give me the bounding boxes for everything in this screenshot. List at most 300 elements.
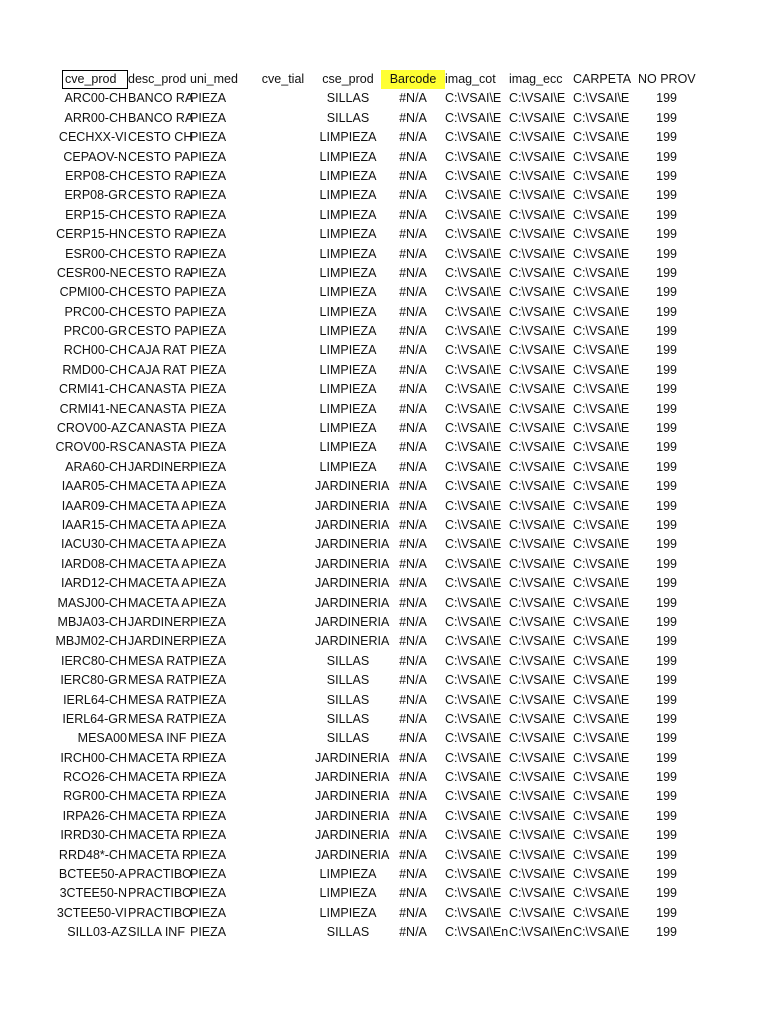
cve-prod-cell[interactable]	[55, 632, 128, 651]
carpeta-cell[interactable]: C:\VSAI\E	[573, 130, 630, 145]
desc-prod-cell[interactable]: CESTO PA	[128, 304, 191, 319]
desc-prod-cell[interactable]: JARDINER	[128, 614, 191, 629]
uni-med-cell[interactable]: PIEZA	[190, 382, 227, 397]
barcode-cell[interactable]: #N/A	[399, 789, 427, 804]
desc-prod-cell[interactable]: MESA RAT	[128, 653, 191, 668]
cve-tial-cell[interactable]	[252, 729, 314, 748]
imag-cot-cell[interactable]: C:\VSAI\E	[445, 653, 502, 668]
barcode-cell[interactable]: #N/A	[399, 168, 427, 183]
desc-prod-cell[interactable]: MESA RAT	[128, 711, 191, 726]
cse-prod-cell[interactable]: JARDINERIA	[315, 847, 390, 862]
carpeta-cell[interactable]: C:\VSAI\E	[573, 91, 630, 106]
carpeta-cell[interactable]: C:\VSAI\E	[573, 421, 630, 436]
imag-cot-cell[interactable]: C:\VSAI\E	[445, 91, 502, 106]
desc-prod-cell[interactable]: CESTO PA	[128, 149, 191, 164]
uni-med-cell[interactable]: PIEZA	[190, 789, 227, 804]
imag-ecc-cell[interactable]: C:\VSAI\E	[509, 149, 566, 164]
desc-prod-cell[interactable]: CESTO CH	[128, 130, 193, 145]
desc-prod-cell[interactable]: CANASTA	[128, 382, 187, 397]
cve-prod-cell[interactable]	[62, 826, 128, 845]
cve-prod-cell[interactable]	[62, 555, 128, 574]
imag-ecc-cell[interactable]: C:\VSAI\E	[509, 886, 566, 901]
imag-cot-cell[interactable]: C:\VSAI\E	[445, 886, 502, 901]
desc-prod-cell[interactable]: PRACTIBO	[128, 905, 192, 920]
cve-tial-cell[interactable]	[252, 438, 314, 457]
cse-prod-cell[interactable]: SILLAS	[326, 110, 370, 125]
uni-med-cell[interactable]: PIEZA	[190, 401, 227, 416]
cve-prod-cell[interactable]	[62, 477, 128, 496]
cve-prod-cell[interactable]	[62, 691, 128, 710]
barcode-cell[interactable]: #N/A	[399, 440, 427, 455]
header-imag-cot-cell[interactable]: imag_cot	[445, 72, 496, 86]
carpeta-cell[interactable]: C:\VSAI\E	[573, 828, 630, 843]
desc-prod-cell[interactable]: MACETA A	[128, 479, 190, 494]
desc-prod-cell[interactable]: MACETA A	[128, 537, 190, 552]
no-prov-cell[interactable]: 199	[656, 653, 677, 668]
uni-med-cell[interactable]: PIEZA	[190, 343, 227, 358]
uni-med-cell[interactable]: PIEZA	[190, 614, 227, 629]
cve-tial-cell[interactable]	[252, 283, 314, 302]
cse-prod-cell[interactable]: LIMPIEZA	[319, 265, 377, 280]
header-desc-prod-cell[interactable]: desc_prod	[128, 72, 187, 86]
cse-prod-cell[interactable]: LIMPIEZA	[319, 382, 377, 397]
imag-ecc-cell[interactable]: C:\VSAI\E	[509, 91, 566, 106]
cse-prod-cell[interactable]: JARDINERIA	[315, 750, 390, 765]
cve-tial-cell[interactable]	[252, 826, 314, 845]
imag-ecc-cell[interactable]: C:\VSAI\E	[509, 440, 566, 455]
barcode-cell[interactable]: #N/A	[399, 634, 427, 649]
desc-prod-cell[interactable]: MESA INF	[128, 731, 187, 746]
imag-cot-cell[interactable]: C:\VSAI\E	[445, 750, 502, 765]
no-prov-cell[interactable]: 199	[656, 886, 677, 901]
barcode-cell[interactable]: #N/A	[399, 188, 427, 203]
imag-ecc-cell[interactable]: C:\VSAI\E	[509, 304, 566, 319]
header-no-prov-cell[interactable]: NO PROV	[638, 72, 696, 86]
imag-ecc-cell[interactable]: C:\VSAI\E	[509, 828, 566, 843]
imag-ecc-cell[interactable]: C:\VSAI\E	[509, 130, 566, 145]
cse-prod-cell[interactable]: SILLAS	[326, 731, 370, 746]
cve-tial-cell[interactable]	[252, 594, 314, 613]
header-cve-tial-cell[interactable]: cve_tial	[261, 72, 305, 86]
barcode-cell[interactable]: #N/A	[399, 537, 427, 552]
desc-prod-cell[interactable]: CESTO RA	[128, 246, 192, 261]
desc-prod-cell[interactable]: SILLA INF	[128, 925, 185, 940]
imag-cot-cell[interactable]: C:\VSAI\E	[445, 343, 502, 358]
cse-prod-cell[interactable]: LIMPIEZA	[319, 440, 377, 455]
cve-prod-cell[interactable]	[62, 768, 128, 787]
uni-med-cell[interactable]: PIEZA	[190, 925, 227, 940]
desc-prod-cell[interactable]: CAJA RAT	[128, 343, 187, 358]
carpeta-cell[interactable]: C:\VSAI\E	[573, 517, 630, 532]
cve-prod-cell[interactable]	[58, 865, 128, 884]
uni-med-cell[interactable]: PIEZA	[190, 808, 227, 823]
cse-prod-cell[interactable]: JARDINERIA	[315, 479, 390, 494]
imag-cot-cell[interactable]: C:\VSAI\E	[445, 867, 502, 882]
carpeta-cell[interactable]: C:\VSAI\E	[573, 886, 630, 901]
cse-prod-cell[interactable]: JARDINERIA	[315, 498, 390, 513]
cve-prod-cell[interactable]	[62, 710, 128, 729]
carpeta-cell[interactable]: C:\VSAI\E	[573, 692, 630, 707]
no-prov-cell[interactable]: 199	[656, 847, 677, 862]
imag-ecc-cell[interactable]: C:\VSAI\E	[509, 227, 566, 242]
carpeta-cell[interactable]: C:\VSAI\E	[573, 440, 630, 455]
no-prov-cell[interactable]: 199	[656, 498, 677, 513]
no-prov-cell[interactable]: 199	[656, 905, 677, 920]
imag-ecc-cell[interactable]: C:\VSAI\E	[509, 479, 566, 494]
imag-cot-cell[interactable]: C:\VSAI\E	[445, 421, 502, 436]
uni-med-cell[interactable]: PIEZA	[190, 227, 227, 242]
imag-cot-cell[interactable]: C:\VSAI\E	[445, 847, 502, 862]
cse-prod-cell[interactable]: LIMPIEZA	[319, 362, 377, 377]
carpeta-cell[interactable]: C:\VSAI\E	[573, 731, 630, 746]
cse-prod-cell[interactable]: SILLAS	[326, 653, 370, 668]
carpeta-cell[interactable]: C:\VSAI\E	[573, 343, 630, 358]
imag-cot-cell[interactable]: C:\VSAI\E	[445, 770, 502, 785]
cve-prod-cell[interactable]	[55, 438, 128, 457]
imag-cot-cell[interactable]: C:\VSAI\E	[445, 459, 502, 474]
uni-med-cell[interactable]: PIEZA	[190, 847, 227, 862]
cve-tial-cell[interactable]	[252, 419, 314, 438]
cse-prod-cell[interactable]: LIMPIEZA	[319, 324, 377, 339]
cve-prod-cell[interactable]	[59, 400, 128, 419]
imag-cot-cell[interactable]: C:\VSAI\E	[445, 401, 502, 416]
desc-prod-cell[interactable]: MESA RAT	[128, 673, 191, 688]
no-prov-cell[interactable]: 199	[656, 556, 677, 571]
barcode-cell[interactable]: #N/A	[399, 770, 427, 785]
header-carpeta-cell[interactable]: CARPETA	[573, 72, 632, 86]
cse-prod-cell[interactable]: SILLAS	[326, 91, 370, 106]
imag-ecc-cell[interactable]: C:\VSAI\E	[509, 285, 566, 300]
cse-prod-cell[interactable]: LIMPIEZA	[319, 304, 377, 319]
uni-med-cell[interactable]: PIEZA	[190, 517, 227, 532]
cve-tial-cell[interactable]	[252, 749, 314, 768]
cse-prod-cell[interactable]: LIMPIEZA	[319, 285, 377, 300]
barcode-cell[interactable]: #N/A	[399, 459, 427, 474]
carpeta-cell[interactable]: C:\VSAI\E	[573, 227, 630, 242]
no-prov-cell[interactable]: 199	[656, 207, 677, 222]
cse-prod-cell[interactable]: SILLAS	[326, 925, 370, 940]
barcode-cell[interactable]: #N/A	[399, 711, 427, 726]
uni-med-cell[interactable]: PIEZA	[190, 265, 227, 280]
barcode-cell[interactable]: #N/A	[399, 808, 427, 823]
barcode-cell[interactable]: #N/A	[399, 576, 427, 591]
no-prov-cell[interactable]: 199	[656, 770, 677, 785]
carpeta-cell[interactable]: C:\VSAI\E	[573, 382, 630, 397]
imag-ecc-cell[interactable]: C:\VSAI\E	[509, 750, 566, 765]
cse-prod-cell[interactable]: LIMPIEZA	[319, 867, 377, 882]
cve-tial-cell[interactable]	[252, 167, 314, 186]
desc-prod-cell[interactable]: MACETA A	[128, 517, 190, 532]
carpeta-cell[interactable]: C:\VSAI\E	[573, 188, 630, 203]
cve-prod-cell[interactable]	[62, 749, 128, 768]
uni-med-cell[interactable]: PIEZA	[190, 673, 227, 688]
cve-tial-cell[interactable]	[252, 710, 314, 729]
cse-prod-cell[interactable]: JARDINERIA	[315, 634, 390, 649]
imag-cot-cell[interactable]: C:\VSAI\E	[445, 382, 502, 397]
cve-prod-cell[interactable]	[58, 380, 128, 399]
imag-ecc-cell[interactable]: C:\VSAI\E	[509, 324, 566, 339]
no-prov-cell[interactable]: 199	[656, 440, 677, 455]
desc-prod-cell[interactable]: CANASTA	[128, 401, 187, 416]
no-prov-cell[interactable]: 199	[656, 149, 677, 164]
no-prov-cell[interactable]: 199	[656, 459, 677, 474]
cve-tial-cell[interactable]	[252, 303, 314, 322]
no-prov-cell[interactable]: 199	[656, 91, 677, 106]
cve-prod-cell[interactable]	[62, 206, 128, 225]
cve-prod-cell[interactable]	[62, 729, 128, 748]
barcode-cell[interactable]: #N/A	[399, 362, 427, 377]
no-prov-cell[interactable]: 199	[656, 168, 677, 183]
imag-cot-cell[interactable]: C:\VSAI\E	[445, 440, 502, 455]
cve-tial-cell[interactable]	[252, 361, 314, 380]
cse-prod-cell[interactable]: JARDINERIA	[315, 537, 390, 552]
no-prov-cell[interactable]: 199	[656, 265, 677, 280]
no-prov-cell[interactable]: 199	[656, 614, 677, 629]
cve-tial-cell[interactable]	[252, 652, 314, 671]
cve-tial-cell[interactable]	[252, 497, 314, 516]
cse-prod-cell[interactable]: LIMPIEZA	[319, 227, 377, 242]
no-prov-cell[interactable]: 199	[656, 130, 677, 145]
no-prov-cell[interactable]: 199	[656, 285, 677, 300]
imag-cot-cell[interactable]: C:\VSAI\E	[445, 149, 502, 164]
desc-prod-cell[interactable]: MACETA A	[128, 576, 190, 591]
cve-prod-cell[interactable]	[62, 148, 128, 167]
header-cve-prod-cell[interactable]: cve_prod	[62, 70, 128, 89]
uni-med-cell[interactable]: PIEZA	[190, 421, 227, 436]
cve-prod-cell[interactable]	[58, 846, 128, 865]
uni-med-cell[interactable]: PIEZA	[190, 168, 227, 183]
barcode-cell[interactable]: #N/A	[399, 653, 427, 668]
barcode-cell[interactable]: #N/A	[399, 110, 427, 125]
desc-prod-cell[interactable]: MACETA A	[128, 556, 190, 571]
uni-med-cell[interactable]: PIEZA	[190, 576, 227, 591]
imag-cot-cell[interactable]: C:\VSAI\E	[445, 304, 502, 319]
uni-med-cell[interactable]: PIEZA	[190, 498, 227, 513]
imag-ecc-cell[interactable]: C:\VSAI\E	[509, 168, 566, 183]
barcode-cell[interactable]: #N/A	[399, 847, 427, 862]
imag-cot-cell[interactable]: C:\VSAI\E	[445, 789, 502, 804]
imag-ecc-cell[interactable]: C:\VSAI\E	[509, 808, 566, 823]
cve-tial-cell[interactable]	[252, 400, 314, 419]
cve-tial-cell[interactable]	[252, 148, 314, 167]
cve-tial-cell[interactable]	[252, 768, 314, 787]
no-prov-cell[interactable]: 199	[656, 576, 677, 591]
imag-cot-cell[interactable]: C:\VSAI\E	[445, 265, 502, 280]
desc-prod-cell[interactable]: BANCO RA	[128, 91, 194, 106]
barcode-cell[interactable]: #N/A	[399, 421, 427, 436]
carpeta-cell[interactable]: C:\VSAI\E	[573, 401, 630, 416]
no-prov-cell[interactable]: 199	[656, 595, 677, 610]
imag-ecc-cell[interactable]: C:\VSAI\E	[509, 537, 566, 552]
cse-prod-cell[interactable]: SILLAS	[326, 692, 370, 707]
barcode-cell[interactable]: #N/A	[399, 343, 427, 358]
uni-med-cell[interactable]: PIEZA	[190, 711, 227, 726]
cve-prod-cell[interactable]	[56, 904, 128, 923]
imag-cot-cell[interactable]: C:\VSAI\E	[445, 731, 502, 746]
uni-med-cell[interactable]: PIEZA	[190, 905, 227, 920]
cve-tial-cell[interactable]	[252, 787, 314, 806]
imag-ecc-cell[interactable]: C:\VSAI\E	[509, 789, 566, 804]
uni-med-cell[interactable]: PIEZA	[190, 770, 227, 785]
uni-med-cell[interactable]: PIEZA	[190, 479, 227, 494]
cse-prod-cell[interactable]: LIMPIEZA	[319, 168, 377, 183]
imag-cot-cell[interactable]: C:\VSAI\E	[445, 692, 502, 707]
cse-prod-cell[interactable]: LIMPIEZA	[319, 886, 377, 901]
imag-cot-cell[interactable]: C:\VSAI\E	[445, 537, 502, 552]
cve-tial-cell[interactable]	[252, 186, 314, 205]
carpeta-cell[interactable]: C:\VSAI\E	[573, 770, 630, 785]
uni-med-cell[interactable]: PIEZA	[190, 537, 227, 552]
desc-prod-cell[interactable]: MACETA R	[128, 770, 191, 785]
carpeta-cell[interactable]: C:\VSAI\E	[573, 711, 630, 726]
cve-tial-cell[interactable]	[252, 691, 314, 710]
imag-ecc-cell[interactable]: C:\VSAI\E	[509, 421, 566, 436]
no-prov-cell[interactable]: 199	[656, 789, 677, 804]
cve-tial-cell[interactable]	[252, 632, 314, 651]
imag-cot-cell[interactable]: C:\VSAI\E	[445, 634, 502, 649]
desc-prod-cell[interactable]: CAJA RAT	[128, 362, 187, 377]
no-prov-cell[interactable]: 199	[656, 808, 677, 823]
no-prov-cell[interactable]: 199	[656, 517, 677, 532]
cve-prod-cell[interactable]	[56, 264, 128, 283]
no-prov-cell[interactable]: 199	[656, 421, 677, 436]
uni-med-cell[interactable]: PIEZA	[190, 304, 227, 319]
cve-prod-cell[interactable]	[62, 303, 128, 322]
imag-ecc-cell[interactable]: C:\VSAI\E	[509, 905, 566, 920]
imag-ecc-cell[interactable]: C:\VSAI\E	[509, 653, 566, 668]
uni-med-cell[interactable]: PIEZA	[190, 110, 227, 125]
cve-prod-cell[interactable]	[62, 652, 128, 671]
uni-med-cell[interactable]: PIEZA	[190, 246, 227, 261]
barcode-cell[interactable]: #N/A	[399, 905, 427, 920]
desc-prod-cell[interactable]: CESTO RA	[128, 188, 192, 203]
desc-prod-cell[interactable]: MACETA R	[128, 828, 191, 843]
cve-tial-cell[interactable]	[252, 555, 314, 574]
cve-tial-cell[interactable]	[252, 846, 314, 865]
carpeta-cell[interactable]: C:\VSAI\E	[573, 905, 630, 920]
barcode-cell[interactable]: #N/A	[399, 246, 427, 261]
desc-prod-cell[interactable]: MACETA R	[128, 847, 191, 862]
no-prov-cell[interactable]: 199	[656, 692, 677, 707]
desc-prod-cell[interactable]: JARDINER	[128, 634, 191, 649]
cve-prod-cell[interactable]	[56, 419, 128, 438]
carpeta-cell[interactable]: C:\VSAI\E	[573, 285, 630, 300]
no-prov-cell[interactable]: 199	[656, 731, 677, 746]
uni-med-cell[interactable]: PIEZA	[190, 595, 227, 610]
cse-prod-cell[interactable]: JARDINERIA	[315, 770, 390, 785]
desc-prod-cell[interactable]: CESTO RA	[128, 207, 192, 222]
uni-med-cell[interactable]: PIEZA	[190, 149, 227, 164]
desc-prod-cell[interactable]: CESTO RA	[128, 227, 192, 242]
uni-med-cell[interactable]: PIEZA	[190, 634, 227, 649]
uni-med-cell[interactable]: PIEZA	[190, 828, 227, 843]
cve-prod-cell[interactable]	[62, 361, 128, 380]
barcode-cell[interactable]: #N/A	[399, 614, 427, 629]
cve-tial-cell[interactable]	[252, 923, 314, 942]
cse-prod-cell[interactable]: JARDINERIA	[315, 517, 390, 532]
imag-cot-cell[interactable]: C:\VSAI\E	[445, 110, 502, 125]
cve-prod-cell[interactable]	[59, 283, 128, 302]
desc-prod-cell[interactable]: CESTO RA	[128, 265, 192, 280]
carpeta-cell[interactable]: C:\VSAI\E	[573, 459, 630, 474]
cve-tial-cell[interactable]	[252, 574, 314, 593]
cve-tial-cell[interactable]	[252, 380, 314, 399]
cve-prod-cell[interactable]	[62, 167, 128, 186]
desc-prod-cell[interactable]: CESTO RA	[128, 168, 192, 183]
cve-prod-cell[interactable]	[62, 458, 128, 477]
desc-prod-cell[interactable]: CANASTA	[128, 440, 187, 455]
no-prov-cell[interactable]: 199	[656, 750, 677, 765]
cve-prod-cell[interactable]	[57, 613, 128, 632]
barcode-cell[interactable]: #N/A	[399, 149, 427, 164]
imag-ecc-cell[interactable]: C:\VSAI\E	[509, 343, 566, 358]
barcode-cell[interactable]: #N/A	[399, 517, 427, 532]
cse-prod-cell[interactable]: SILLAS	[326, 711, 370, 726]
barcode-cell[interactable]: #N/A	[399, 750, 427, 765]
imag-ecc-cell[interactable]: C:\VSAI\E	[509, 517, 566, 532]
carpeta-cell[interactable]: C:\VSAI\E	[573, 304, 630, 319]
imag-cot-cell[interactable]: C:\VSAI\E	[445, 828, 502, 843]
cse-prod-cell[interactable]: JARDINERIA	[315, 614, 390, 629]
uni-med-cell[interactable]: PIEZA	[190, 285, 227, 300]
no-prov-cell[interactable]: 199	[656, 304, 677, 319]
uni-med-cell[interactable]: PIEZA	[190, 459, 227, 474]
barcode-cell[interactable]: #N/A	[399, 925, 427, 940]
cse-prod-cell[interactable]: JARDINERIA	[315, 595, 390, 610]
carpeta-cell[interactable]: C:\VSAI\E	[573, 576, 630, 591]
header-barcode-cell[interactable]: Barcode	[381, 70, 445, 89]
cve-tial-cell[interactable]	[252, 89, 314, 108]
cve-prod-cell[interactable]	[62, 787, 128, 806]
imag-cot-cell[interactable]: C:\VSAI\E	[445, 498, 502, 513]
carpeta-cell[interactable]: C:\VSAI\E	[573, 246, 630, 261]
cve-prod-cell[interactable]	[62, 923, 128, 942]
cve-tial-cell[interactable]	[252, 128, 314, 147]
barcode-cell[interactable]: #N/A	[399, 731, 427, 746]
barcode-cell[interactable]: #N/A	[399, 207, 427, 222]
imag-ecc-cell[interactable]: C:\VSAI\E	[509, 576, 566, 591]
cse-prod-cell[interactable]: JARDINERIA	[315, 828, 390, 843]
uni-med-cell[interactable]: PIEZA	[190, 731, 227, 746]
imag-cot-cell[interactable]: C:\VSAI\E	[445, 711, 502, 726]
barcode-cell[interactable]: #N/A	[399, 401, 427, 416]
imag-ecc-cell[interactable]: C:\VSAI\En	[509, 925, 573, 940]
cve-tial-cell[interactable]	[252, 264, 314, 283]
imag-ecc-cell[interactable]: C:\VSAI\E	[509, 498, 566, 513]
no-prov-cell[interactable]: 199	[656, 673, 677, 688]
uni-med-cell[interactable]: PIEZA	[190, 188, 227, 203]
cve-tial-cell[interactable]	[252, 613, 314, 632]
barcode-cell[interactable]: #N/A	[399, 304, 427, 319]
cve-tial-cell[interactable]	[252, 245, 314, 264]
imag-ecc-cell[interactable]: C:\VSAI\E	[509, 401, 566, 416]
imag-cot-cell[interactable]: C:\VSAI\E	[445, 614, 502, 629]
cve-tial-cell[interactable]	[252, 109, 314, 128]
cse-prod-cell[interactable]: LIMPIEZA	[319, 343, 377, 358]
cve-prod-cell[interactable]	[57, 594, 128, 613]
imag-cot-cell[interactable]: C:\VSAI\E	[445, 673, 502, 688]
desc-prod-cell[interactable]: MACETA R	[128, 789, 191, 804]
carpeta-cell[interactable]: C:\VSAI\E	[573, 867, 630, 882]
carpeta-cell[interactable]: C:\VSAI\E	[573, 207, 630, 222]
cve-prod-cell[interactable]	[58, 128, 128, 147]
uni-med-cell[interactable]: PIEZA	[190, 207, 227, 222]
uni-med-cell[interactable]: PIEZA	[190, 867, 227, 882]
imag-cot-cell[interactable]: C:\VSAI\E	[445, 479, 502, 494]
uni-med-cell[interactable]: PIEZA	[190, 440, 227, 455]
cve-tial-cell[interactable]	[252, 341, 314, 360]
barcode-cell[interactable]: #N/A	[399, 130, 427, 145]
